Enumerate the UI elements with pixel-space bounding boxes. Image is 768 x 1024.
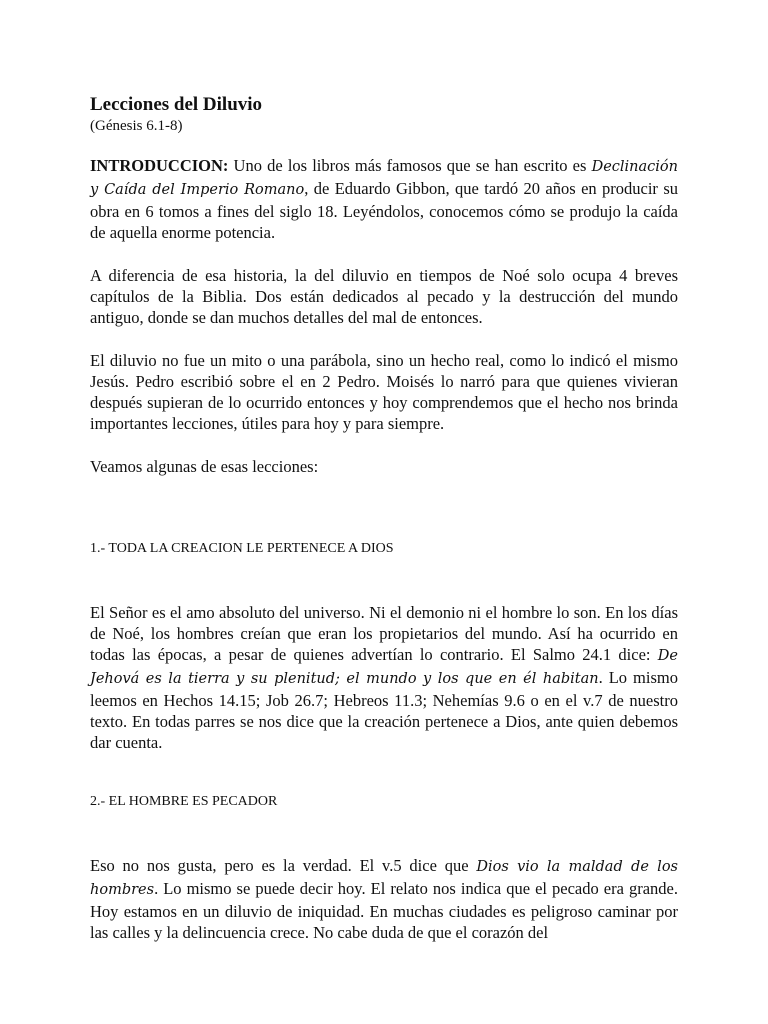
book-title: Declinación y Caída del Imperio Romano — [90, 159, 678, 198]
paragraph-4: Veamos algunas de esas lecciones: — [90, 457, 319, 476]
section-1-paragraph — [90, 602, 678, 753]
document-page — [90, 93, 678, 965]
intro-paragraph — [90, 155, 678, 243]
intro-label: INTRODUCCION: — [90, 156, 229, 175]
section-2-paragraph — [90, 855, 678, 943]
section-2-text-a: Eso no nos gusta, pero es la verdad. El v.5 dice que — [90, 856, 477, 875]
intro-text-b: , de Eduardo Gibbon, que tardó 20 años en producir su obra en 6 tomos a fines del siglo 18. Leyéndolos, conocemos cómo se produjo la caída de aquella enorme potencia. — [90, 179, 678, 242]
section-1-heading: 1.- TODA LA CREACION LE PERTENECE A DIOS — [90, 541, 394, 556]
section-2-text-b: . Lo mismo se puede decir hoy. El relato nos indica que el pecado era grande. Hoy estamos en un diluvio de iniquidad. En muchas ciudades es peligroso caminar por las calles y la delincuencia crece. No cabe duda de que el corazón del — [90, 879, 678, 942]
section-2-quote: Dios vio la maldad de los hombres — [90, 859, 678, 898]
paragraph-2: A diferencia de esa historia, la del diluvio en tiempos de Noé solo ocupa 4 breves capítulos de la Biblia. Dos están dedicados al pecado y la destrucción del mundo antiguo, donde se dan muchos detalles del mal de entonces. — [90, 266, 678, 327]
section-1-text-b: . Lo mismo leemos en Hechos 14.15; Job 26.7; Hebreos 11.3; Nehemías 9.6 o en el v.7 de nuestro texto. En todas parres se nos dice que la creación pertenece a Dios, ante quien debemos dar cuenta. — [90, 668, 678, 752]
section-2-heading: 2.- EL HOMBRE ES PECADOR — [90, 794, 278, 809]
section-1-text-a: El Señor es el amo absoluto del universo. Ni el demonio ni el hombre lo son. En los días de Noé, los hombres creían que eran los propietarios del mundo. Así ha ocurrido en todas las épocas, a pesar de quienes advertían lo contrario. El Salmo 24.1 dice: — [90, 603, 678, 664]
paragraph-3: El diluvio no fue un mito o una parábola, sino un hecho real, como lo indicó el mismo Jesús. Pedro escribió sobre el en 2 Pedro. Moisés lo narró para que quienes vivieran después supieran de lo ocurrido entonces y hoy comprendemos que el hecho nos brinda importantes lecciones, útiles para hoy y para siempre. — [90, 351, 678, 433]
intro-text-a: Uno de los libros más famosos que se han escrito es — [228, 156, 592, 175]
section-1-quote: De Jehová es la tierra y su plenitud; el mundo y los que en él habitan — [90, 648, 678, 687]
scripture-reference: (Génesis 6.1-8) — [90, 118, 183, 134]
document-title: Lecciones del Diluvio — [90, 94, 263, 115]
